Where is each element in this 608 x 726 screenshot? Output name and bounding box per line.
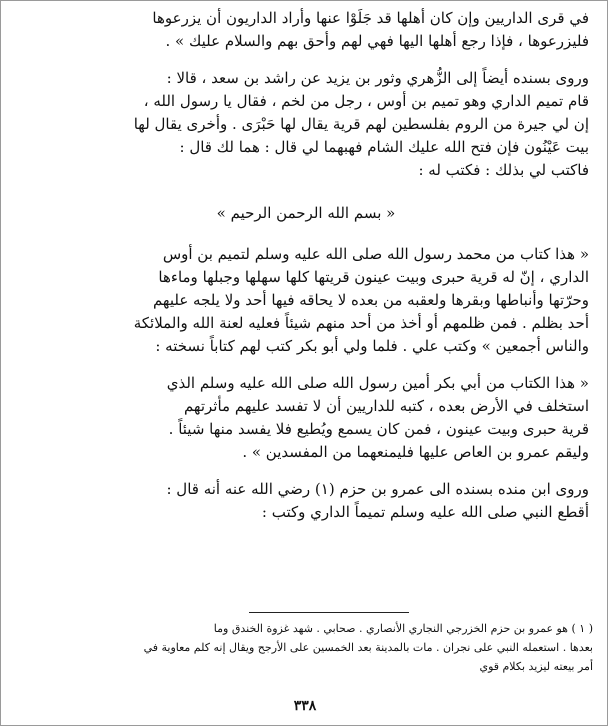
text-line: والناس أجمعين » وكتب علي . فلما ولي أبو بكر كتب لهم كتاباً نسخته : <box>155 337 589 355</box>
closing-paragraph <box>23 478 589 524</box>
text-line: الداري ، إنّ له قرية حبرى وبيت عينون قريتها كلها سهلها وجبلها وماءها <box>158 268 589 286</box>
text-line: إن لي جيرة من الروم بفلسطين لهم قرية يقال لها حَبْرَى . وأخرى يقال لها <box>133 115 589 133</box>
text-line: قرية حبرى وبيت عينون ، فمن كان يسمع ويُطيع فلا يفسد منها شيئاً . <box>168 420 589 438</box>
letter-of-prophet <box>23 243 589 358</box>
spacer <box>23 464 589 478</box>
letter-of-abu-bakr <box>23 372 589 464</box>
spacer <box>23 53 589 67</box>
footnote-line: ( ١ ) هو عمرو بن حزم الخزرجي النجاري الأنصاري . صحابي . شهد غزوة الخندق وما <box>213 622 593 635</box>
text-line: قام تميم الداري وهو تميم بن أوس ، رجل من لخم ، فقال يا رسول الله ، <box>143 92 589 110</box>
text-line: استخلف في الأرض بعده ، كتبه للداريين أن لا تفسد عليهم مأثرتهم <box>183 397 589 415</box>
text-line: وليقم عمرو بن العاص عليها فليمنعهما من المفسدين » . <box>242 443 589 461</box>
basmala-heading: « بسم الله الرحمن الرحيم » <box>216 204 396 222</box>
text-line: فاكتب لي بذلك : فكتب له : <box>418 161 589 179</box>
text-line: « هذا كتاب من محمد رسول الله صلى الله عليه وسلم لتميم بن أوس <box>162 245 589 263</box>
text-line: في قرى الداريين وإن كان أهلها قد جَلَوْا عنها وأراد الداريون أن يزرعوها <box>152 9 589 27</box>
footnote-divider <box>249 612 409 613</box>
text-line: وروى بسنده أيضاً إلى الزُّهري وثور بن يزيد عن راشد بن سعد ، قالا : <box>166 69 589 87</box>
text-line: أقطع النبي صلى الله عليه وسلم تميماً الداري وكتب : <box>261 503 589 521</box>
footnote-line: بعدها . استعمله النبي على نجران . مات بالمدينة بعد الخمسين على الأرجح ويقال إنه كلم معاوية في <box>143 641 593 654</box>
text-line: « هذا الكتاب من أبي بكر أمين رسول الله صلى الله عليه وسلم الذي <box>166 374 589 392</box>
text-line: بيت عَيْنُون فإن فتح الله عليك الشام فهبهما لي قال : هما لك قال : <box>179 138 589 156</box>
page-body <box>23 7 589 524</box>
page-number: ٣٣٨ <box>293 698 317 714</box>
text-line: فليزرعوها ، فإذا رجع أهلها اليها فهي لهم وأحق بهم والسلام عليك » . <box>165 32 589 50</box>
paragraph-2 <box>23 67 589 182</box>
text-line: وحرّتها وأنباطها وبقرها ولعقبه من بعده لا يحاقه فيها أحد ولا يلجه عليهم <box>152 291 589 309</box>
footnote-line: أمر بيعته ليزيد بكلام قوي <box>479 660 593 673</box>
footnotes <box>41 619 593 676</box>
text-line: أحد بظلم . فمن ظلمهم أو أخذ من أحد منهم شيئاً فعليه لعنة الله والملائكة <box>133 314 589 332</box>
paragraph-1 <box>23 7 589 53</box>
spacer <box>23 358 589 372</box>
text-line: وروى ابن منده بسنده الى عمرو بن حزم (١) رضي الله عنه أنه قال : <box>166 480 589 498</box>
